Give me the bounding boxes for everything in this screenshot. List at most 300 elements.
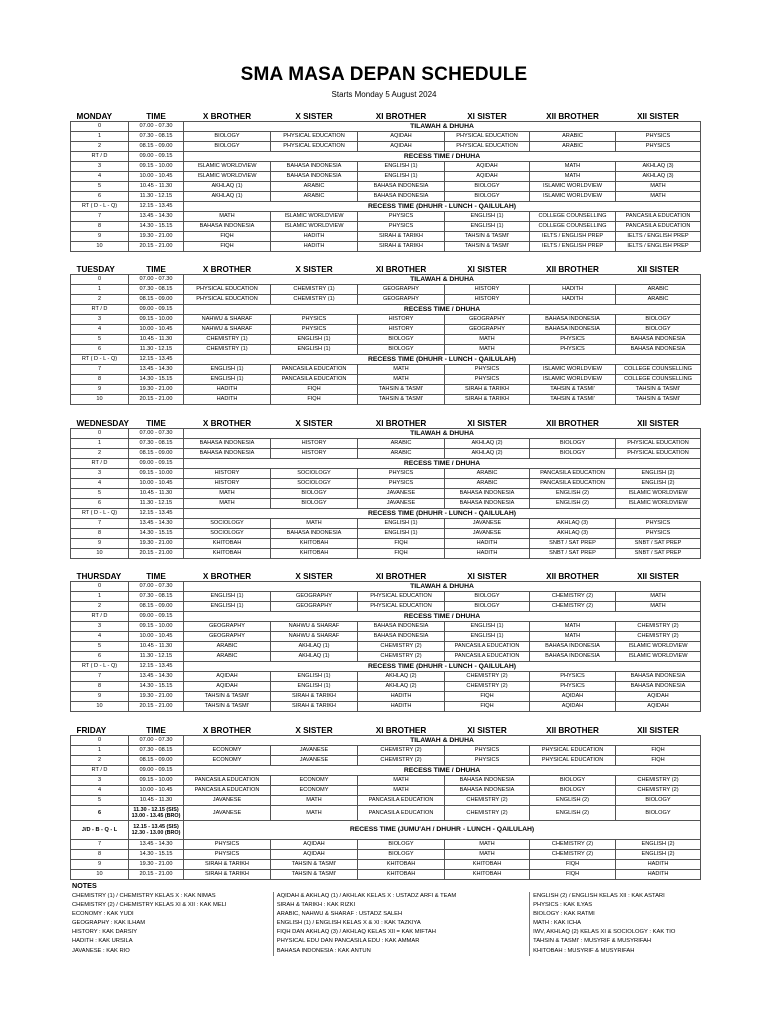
subject-cell: CHEMISTRY (1) bbox=[271, 295, 358, 305]
time-cell: 10.45 - 11.30 bbox=[129, 182, 184, 192]
subject-cell: BIOLOGY bbox=[445, 592, 530, 602]
subject-cell: AKHLAQ (1) bbox=[271, 652, 358, 662]
subject-cell: BAHASA INDONESIA bbox=[445, 775, 530, 785]
subject-cell: FIQH bbox=[184, 232, 271, 242]
time-cell: 08.15 - 09.00 bbox=[129, 602, 184, 612]
schedule-table bbox=[70, 108, 701, 252]
subject-cell: IELTS / ENGLISH PREP bbox=[530, 242, 616, 252]
column-header: XII SISTER bbox=[637, 418, 679, 428]
subject-cell: CHEMISTRY (2) bbox=[358, 755, 445, 765]
note-line: BIOLOGY : KAK RATMI bbox=[533, 911, 595, 918]
table-row bbox=[71, 172, 701, 182]
time-cell: 12.15 - 13.45 bbox=[129, 355, 184, 365]
subject-cell: HADITH bbox=[358, 692, 445, 702]
time-cell: 08.15 - 09.00 bbox=[129, 755, 184, 765]
subject-cell: ENGLISH (1) bbox=[358, 172, 445, 182]
subject-cell: COLLEGE COUNSELLING bbox=[616, 365, 701, 375]
recess-span: RECESS TIME (DHUHR - LUNCH - QAILULAH) bbox=[184, 202, 701, 212]
time-cell: 07.00 - 07.30 bbox=[129, 275, 184, 285]
subject-cell: SIRAH & TARIKH bbox=[271, 692, 358, 702]
subject-cell: PHYSICS bbox=[358, 212, 445, 222]
day-block-wednesday bbox=[70, 415, 700, 559]
subject-cell: ISLAMIC WORLDVIEW bbox=[184, 162, 271, 172]
note-line: AQIDAH & AKHLAQ (1) / AKHLAK KELAS X : USTADZ ARFI & TEAM bbox=[276, 893, 457, 899]
time-cell: 09.00 - 09.15 bbox=[129, 305, 184, 315]
subject-cell: AQIDAH bbox=[271, 849, 358, 859]
day-name: THURSDAY bbox=[76, 572, 122, 582]
column-header: XI BROTHER bbox=[375, 112, 427, 121]
day-name: FRIDAY bbox=[76, 725, 107, 735]
period-cell: 8 bbox=[71, 682, 129, 692]
period-cell: RT / D bbox=[71, 612, 129, 622]
time-cell: 09.00 - 09.15 bbox=[129, 458, 184, 468]
column-header: X BROTHER bbox=[202, 265, 252, 275]
subject-cell: PHYSICS bbox=[530, 672, 616, 682]
subject-cell: ENGLISH (2) bbox=[530, 498, 616, 508]
subject-cell: AQIDAH bbox=[358, 142, 445, 152]
subject-cell: BAHASA INDONESIA bbox=[184, 448, 271, 458]
table-row bbox=[71, 355, 701, 365]
subject-cell: AKHLAQ (3) bbox=[616, 162, 701, 172]
subject-cell: PHYSICS bbox=[271, 315, 358, 325]
period-cell: 4 bbox=[71, 478, 129, 488]
header-row bbox=[71, 261, 701, 275]
period-cell: 10 bbox=[71, 395, 129, 405]
subject-cell: GEOGRAPHY bbox=[445, 315, 530, 325]
subject-cell: GEOGRAPHY bbox=[358, 285, 445, 295]
period-cell: 1 bbox=[71, 132, 129, 142]
table-row bbox=[71, 478, 701, 488]
subject-cell: ISLAMIC WORLDVIEW bbox=[530, 182, 616, 192]
table-row bbox=[71, 612, 701, 622]
note-line: TAHSIN & TASMI' : MUSYRIF & MUSYRIFAH bbox=[533, 938, 652, 945]
table-row bbox=[71, 122, 701, 132]
table-row bbox=[71, 448, 701, 458]
time-cell: 07.00 - 07.30 bbox=[129, 582, 184, 592]
period-cell: 9 bbox=[71, 859, 129, 869]
time-cell: 10.45 - 11.30 bbox=[129, 335, 184, 345]
subject-cell: ENGLISH (2) bbox=[530, 805, 616, 820]
period-cell: 1 bbox=[71, 592, 129, 602]
time-cell: 13.45 - 14.30 bbox=[129, 212, 184, 222]
time-cell: 14.30 - 15.15 bbox=[129, 849, 184, 859]
subject-cell: BAHASA INDONESIA bbox=[271, 172, 358, 182]
subject-cell: MATH bbox=[184, 498, 271, 508]
subject-cell: MATH bbox=[616, 592, 701, 602]
subject-cell: GEOGRAPHY bbox=[184, 632, 271, 642]
column-header: XII BROTHER bbox=[546, 572, 599, 582]
subject-cell: ENGLISH (1) bbox=[358, 162, 445, 172]
period-cell: J/D - B - Q - L bbox=[71, 820, 129, 839]
table-row bbox=[71, 365, 701, 375]
subject-cell: SIRAH & TARIKH bbox=[271, 702, 358, 712]
recess-span: RECESS TIME / DHUHA bbox=[184, 765, 701, 775]
column-header: TIME bbox=[146, 418, 166, 428]
subject-cell: ENGLISH (1) bbox=[445, 632, 530, 642]
subject-cell: PHYSICAL EDUCATION bbox=[358, 602, 445, 612]
table-row bbox=[71, 152, 701, 162]
table-row bbox=[71, 548, 701, 558]
table-row bbox=[71, 458, 701, 468]
time-cell: 09.15 - 10.00 bbox=[129, 162, 184, 172]
recess-span: RECESS TIME (DHUHR - LUNCH - QAILULAH) bbox=[184, 662, 701, 672]
table-row bbox=[71, 692, 701, 702]
subject-cell: GEOGRAPHY bbox=[358, 295, 445, 305]
subject-cell: HISTORY bbox=[358, 315, 445, 325]
period-cell: 8 bbox=[71, 375, 129, 385]
column-header: XI SISTER bbox=[467, 265, 507, 275]
table-row bbox=[71, 295, 701, 305]
period-cell: 10 bbox=[71, 702, 129, 712]
table-row bbox=[71, 498, 701, 508]
note-line: CHEMISTRY (2) / CHEMISTRY KELAS XI & XII : KAK MELI bbox=[72, 902, 227, 909]
period-cell: 6 bbox=[71, 345, 129, 355]
column-header: XII SISTER bbox=[637, 725, 679, 735]
period-cell: 0 bbox=[71, 582, 129, 592]
subject-cell: BAHASA INDONESIA bbox=[530, 652, 616, 662]
period-cell: 1 bbox=[71, 438, 129, 448]
time-cell: 12.15 - 13.45 bbox=[129, 662, 184, 672]
subject-cell: ARABIC bbox=[616, 285, 701, 295]
schedule-days bbox=[70, 108, 700, 888]
table-row bbox=[71, 795, 701, 805]
subject-cell: BAHASA INDONESIA bbox=[271, 162, 358, 172]
recess-span: RECESS TIME (DHUHR - LUNCH - QAILULAH) bbox=[184, 508, 701, 518]
subject-cell: HADITH bbox=[271, 242, 358, 252]
period-cell: 9 bbox=[71, 232, 129, 242]
subject-cell: ENGLISH (2) bbox=[530, 795, 616, 805]
subject-cell: PANCASILA EDUCATION bbox=[445, 652, 530, 662]
subject-cell: SOCIOLOGY bbox=[271, 468, 358, 478]
subject-cell: ARABIC bbox=[358, 438, 445, 448]
time-cell: 10.00 - 10.45 bbox=[129, 632, 184, 642]
period-cell: RT ( D - L - Q) bbox=[71, 202, 129, 212]
subject-cell: ARABIC bbox=[530, 132, 616, 142]
day-block-friday bbox=[70, 722, 700, 880]
subject-cell: AKHLAQ (1) bbox=[184, 182, 271, 192]
subject-cell: ENGLISH (1) bbox=[271, 682, 358, 692]
subject-cell: JAVANESE bbox=[271, 745, 358, 755]
subject-cell: NAHWU & SHARAF bbox=[271, 632, 358, 642]
subject-cell: TAHSIN & TASMI' bbox=[530, 385, 616, 395]
day-name: TUESDAY bbox=[76, 265, 115, 275]
subject-cell: SIRAH & TARIKH bbox=[358, 242, 445, 252]
recess-span: TILAWAH & DHUHA bbox=[184, 735, 701, 745]
subject-cell: AQIDAH bbox=[358, 132, 445, 142]
table-row bbox=[71, 662, 701, 672]
subject-cell: PANCASILA EDUCATION bbox=[616, 222, 701, 232]
subject-cell: CHEMISTRY (2) bbox=[530, 849, 616, 859]
subject-cell: CHEMISTRY (2) bbox=[445, 682, 530, 692]
recess-span: RECESS TIME / DHUHA bbox=[184, 305, 701, 315]
table-row bbox=[71, 582, 701, 592]
table-row bbox=[71, 775, 701, 785]
note-line: SIRAH & TARIKH : KAK RIZKI bbox=[276, 902, 356, 909]
recess-span: TILAWAH & DHUHA bbox=[184, 275, 701, 285]
period-cell: 0 bbox=[71, 122, 129, 132]
subject-cell: JAVANESE bbox=[184, 795, 271, 805]
period-cell: 6 bbox=[71, 652, 129, 662]
time-cell: 13.45 - 14.30 bbox=[129, 518, 184, 528]
subject-cell: BIOLOGY bbox=[271, 488, 358, 498]
note-line: JAVANESE : KAK RIO bbox=[72, 947, 130, 954]
subject-cell: CHEMISTRY (2) bbox=[445, 672, 530, 682]
subject-cell: ARABIC bbox=[184, 652, 271, 662]
subject-cell: PHYSICAL EDUCATION bbox=[445, 132, 530, 142]
subject-cell: BIOLOGY bbox=[530, 448, 616, 458]
note-line: CHEMISTRY (1) / CHEMISTRY KELAS X : KAK NIMAS bbox=[72, 893, 216, 899]
subject-cell: MATH bbox=[271, 805, 358, 820]
period-cell: 10 bbox=[71, 242, 129, 252]
column-header: X BROTHER bbox=[202, 418, 252, 428]
subject-cell: TAHSIN & TASMI' bbox=[184, 702, 271, 712]
subject-cell: HISTORY bbox=[445, 295, 530, 305]
subject-cell: ECONOMY bbox=[271, 785, 358, 795]
subject-cell: ENGLISH (1) bbox=[271, 672, 358, 682]
subject-cell: AQIDAH bbox=[184, 682, 271, 692]
subject-cell: AKHLAQ (3) bbox=[530, 518, 616, 528]
subject-cell: PHYSICS bbox=[358, 468, 445, 478]
subject-cell: MATH bbox=[530, 172, 616, 182]
subject-cell: AKHLAQ (2) bbox=[358, 682, 445, 692]
column-header: XI SISTER bbox=[467, 572, 507, 582]
subject-cell: ISLAMIC WORLDVIEW bbox=[271, 222, 358, 232]
time-cell: 14.30 - 15.15 bbox=[129, 222, 184, 232]
subject-cell: JAVANESE bbox=[445, 518, 530, 528]
period-cell: 2 bbox=[71, 142, 129, 152]
table-row bbox=[71, 438, 701, 448]
period-cell: 8 bbox=[71, 849, 129, 859]
time-cell: 08.15 - 09.00 bbox=[129, 448, 184, 458]
subject-cell: TAHSIN & TASMI' bbox=[616, 395, 701, 405]
header-row bbox=[71, 108, 701, 122]
subject-cell: PHYSICAL EDUCATION bbox=[184, 285, 271, 295]
subject-cell: MATH bbox=[445, 345, 530, 355]
subject-cell: BAHASA INDONESIA bbox=[184, 222, 271, 232]
subject-cell: PHYSICS bbox=[445, 755, 530, 765]
subject-cell: AKHLAQ (1) bbox=[184, 192, 271, 202]
table-row bbox=[71, 602, 701, 612]
period-cell: 2 bbox=[71, 448, 129, 458]
time-cell: 19.30 - 21.00 bbox=[129, 859, 184, 869]
subject-cell: ECONOMY bbox=[184, 745, 271, 755]
subject-cell: AKHLAQ (2) bbox=[445, 448, 530, 458]
period-cell: 5 bbox=[71, 488, 129, 498]
table-row bbox=[71, 305, 701, 315]
subject-cell: ISLAMIC WORLDVIEW bbox=[530, 192, 616, 202]
subject-cell: SNBT / SAT PREP bbox=[616, 538, 701, 548]
schedule-table bbox=[70, 415, 701, 559]
table-row bbox=[71, 869, 701, 879]
subject-cell: HADITH bbox=[184, 385, 271, 395]
subject-cell: ARABIC bbox=[530, 142, 616, 152]
note-line: KHITOBAH : MUSYRIF & MUSYRIFAH bbox=[533, 947, 635, 954]
time-cell: 14.30 - 15.15 bbox=[129, 375, 184, 385]
time-cell: 10.45 - 11.30 bbox=[129, 488, 184, 498]
subject-cell: CHEMISTRY (2) bbox=[445, 795, 530, 805]
period-cell: 4 bbox=[71, 632, 129, 642]
subject-cell: ISLAMIC WORLDVIEW bbox=[530, 365, 616, 375]
column-header: XII BROTHER bbox=[546, 725, 599, 735]
period-cell: 4 bbox=[71, 172, 129, 182]
table-row bbox=[71, 518, 701, 528]
table-row bbox=[71, 632, 701, 642]
table-row bbox=[71, 222, 701, 232]
period-cell: 7 bbox=[71, 212, 129, 222]
subject-cell: AQIDAH bbox=[530, 702, 616, 712]
column-header: X SISTER bbox=[295, 265, 333, 275]
table-row bbox=[71, 182, 701, 192]
period-cell: 9 bbox=[71, 385, 129, 395]
time-cell: 08.15 - 09.00 bbox=[129, 295, 184, 305]
time-cell: 09.15 - 10.00 bbox=[129, 775, 184, 785]
subject-cell: AKHLAQ (3) bbox=[616, 172, 701, 182]
period-cell: 7 bbox=[71, 518, 129, 528]
period-cell: 0 bbox=[71, 735, 129, 745]
subject-cell: ISLAMIC WORLDVIEW bbox=[616, 498, 701, 508]
table-row bbox=[71, 132, 701, 142]
time-cell: 20.15 - 21.00 bbox=[129, 702, 184, 712]
subject-cell: PANCASILA EDUCATION bbox=[616, 212, 701, 222]
subject-cell: PHYSICS bbox=[530, 335, 616, 345]
column-header: XI BROTHER bbox=[375, 265, 427, 275]
subject-cell: HADITH bbox=[445, 538, 530, 548]
day-block-monday bbox=[70, 108, 700, 252]
subject-cell: NAHWU & SHARAF bbox=[184, 315, 271, 325]
time-cell: 09.00 - 09.15 bbox=[129, 612, 184, 622]
time-cell: 19.30 - 21.00 bbox=[129, 692, 184, 702]
recess-span: TILAWAH & DHUHA bbox=[184, 428, 701, 438]
subject-cell: SIRAH & TARIKH bbox=[445, 395, 530, 405]
time-cell: 19.30 - 21.00 bbox=[129, 385, 184, 395]
subject-cell: MATH bbox=[184, 488, 271, 498]
subject-cell: BIOLOGY bbox=[530, 438, 616, 448]
subject-cell: MATH bbox=[530, 162, 616, 172]
table-row bbox=[71, 682, 701, 692]
subject-cell: ENGLISH (2) bbox=[616, 468, 701, 478]
subject-cell: BIOLOGY bbox=[445, 182, 530, 192]
column-header: X BROTHER bbox=[202, 725, 252, 735]
period-cell: 5 bbox=[71, 182, 129, 192]
page-title: SMA MASA DEPAN SCHEDULE bbox=[240, 64, 528, 85]
subject-cell: BIOLOGY bbox=[445, 192, 530, 202]
subject-cell: BIOLOGY bbox=[358, 335, 445, 345]
subject-cell: AQIDAH bbox=[616, 692, 701, 702]
subject-cell: BAHASA INDONESIA bbox=[358, 192, 445, 202]
subject-cell: BAHASA INDONESIA bbox=[616, 335, 701, 345]
column-header: X SISTER bbox=[295, 572, 333, 582]
subject-cell: CHEMISTRY (2) bbox=[616, 775, 701, 785]
subject-cell: AQIDAH bbox=[184, 672, 271, 682]
column-header: X BROTHER bbox=[202, 572, 252, 582]
subject-cell: ARABIC bbox=[184, 642, 271, 652]
subject-cell: ENGLISH (1) bbox=[358, 528, 445, 538]
subject-cell: JAVANESE bbox=[358, 488, 445, 498]
header-row bbox=[71, 415, 701, 429]
subject-cell: ARABIC bbox=[271, 192, 358, 202]
subject-cell: ARABIC bbox=[445, 478, 530, 488]
subject-cell: TAHSIN & TASMI' bbox=[358, 385, 445, 395]
subject-cell: IELTS / ENGLISH PREP bbox=[616, 242, 701, 252]
time-cell: 09.15 - 10.00 bbox=[129, 622, 184, 632]
subject-cell: PHYSICAL EDUCATION bbox=[271, 142, 358, 152]
subject-cell: FIQH bbox=[530, 869, 616, 879]
subject-cell: AKHLAQ (2) bbox=[358, 672, 445, 682]
subject-cell: FIQH bbox=[445, 702, 530, 712]
time-cell: 09.00 - 09.15 bbox=[129, 152, 184, 162]
table-row bbox=[71, 488, 701, 498]
subject-cell: SIRAH & TARIKH bbox=[184, 869, 271, 879]
period-cell: 1 bbox=[71, 285, 129, 295]
subject-cell: PHYSICS bbox=[616, 518, 701, 528]
table-row bbox=[71, 839, 701, 849]
subject-cell: ENGLISH (1) bbox=[184, 365, 271, 375]
table-row bbox=[71, 702, 701, 712]
table-row bbox=[71, 192, 701, 202]
subject-cell: GEOGRAPHY bbox=[445, 325, 530, 335]
time-cell: 14.30 - 15.15 bbox=[129, 528, 184, 538]
recess-span: RECESS TIME (JUMU'AH / DHUHR - LUNCH - QAILULAH) bbox=[184, 820, 701, 839]
time-cell: 13.45 - 14.30 bbox=[129, 839, 184, 849]
subject-cell: FIQH bbox=[358, 538, 445, 548]
subject-cell: AKHLAQ (1) bbox=[271, 642, 358, 652]
day-name: WEDNESDAY bbox=[76, 418, 129, 428]
subject-cell: CHEMISTRY (1) bbox=[271, 285, 358, 295]
subject-cell: KHITOBAH bbox=[184, 538, 271, 548]
column-header: X SISTER bbox=[295, 112, 333, 121]
subject-cell: MATH bbox=[616, 182, 701, 192]
subject-cell: BAHASA INDONESIA bbox=[530, 325, 616, 335]
table-row bbox=[71, 335, 701, 345]
table-row bbox=[71, 592, 701, 602]
subject-cell: JAVANESE bbox=[184, 805, 271, 820]
day-block-thursday bbox=[70, 568, 700, 712]
notes-column bbox=[273, 892, 529, 956]
table-row bbox=[71, 275, 701, 285]
column-header: XII SISTER bbox=[637, 572, 679, 582]
subject-cell: CHEMISTRY (2) bbox=[530, 592, 616, 602]
subject-cell: MATH bbox=[358, 375, 445, 385]
subject-cell: HADITH bbox=[271, 232, 358, 242]
subject-cell: ENGLISH (2) bbox=[616, 478, 701, 488]
period-cell: 2 bbox=[71, 602, 129, 612]
subject-cell: TAHSIN & TASMI' bbox=[271, 869, 358, 879]
table-row bbox=[71, 849, 701, 859]
subject-cell: CHEMISTRY (2) bbox=[616, 622, 701, 632]
period-cell: 2 bbox=[71, 755, 129, 765]
header-row bbox=[71, 568, 701, 582]
subject-cell: BIOLOGY bbox=[616, 805, 701, 820]
subject-cell: ARABIC bbox=[445, 468, 530, 478]
subject-cell: PHYSICS bbox=[184, 839, 271, 849]
table-row bbox=[71, 162, 701, 172]
table-row bbox=[71, 735, 701, 745]
subject-cell: MATH bbox=[271, 795, 358, 805]
period-cell: 1 bbox=[71, 745, 129, 755]
subject-cell: CHEMISTRY (1) bbox=[184, 335, 271, 345]
subject-cell: CHEMISTRY (1) bbox=[184, 345, 271, 355]
column-header: XII BROTHER bbox=[546, 265, 599, 275]
period-cell: 3 bbox=[71, 622, 129, 632]
subject-cell: JAVANESE bbox=[445, 528, 530, 538]
subject-cell: IELTS / ENGLISH PREP bbox=[530, 232, 616, 242]
subject-cell: HISTORY bbox=[445, 285, 530, 295]
table-row bbox=[71, 652, 701, 662]
subject-cell: ENGLISH (1) bbox=[445, 622, 530, 632]
subject-cell: HADITH bbox=[616, 869, 701, 879]
subject-cell: KHITOBAH bbox=[358, 859, 445, 869]
subject-cell: ENGLISH (1) bbox=[358, 518, 445, 528]
